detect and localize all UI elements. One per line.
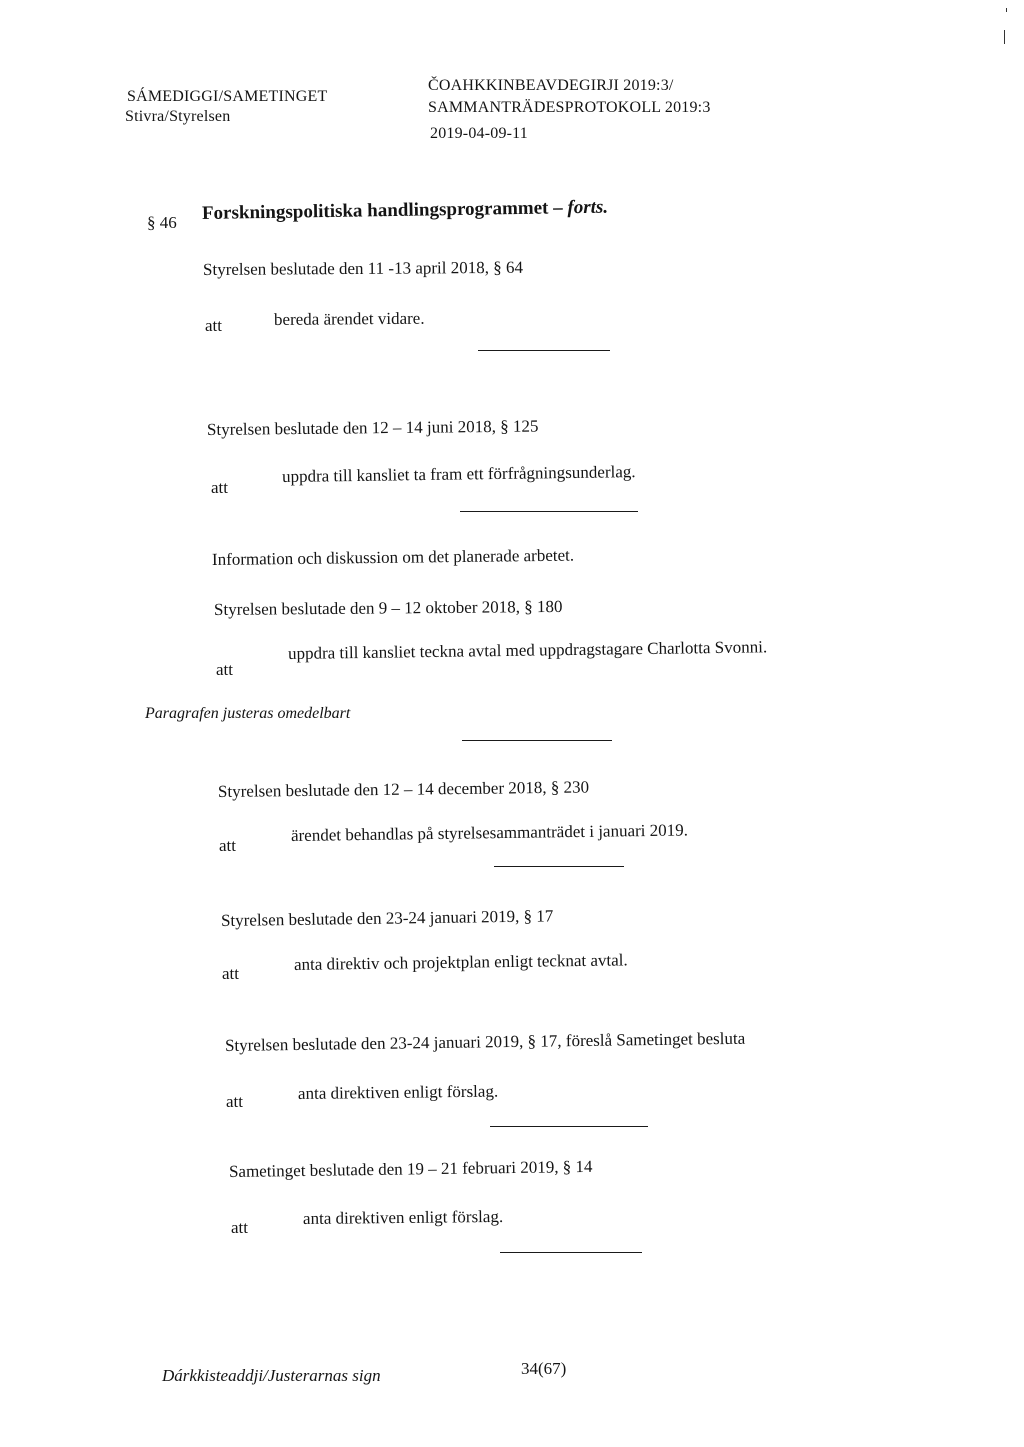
- section-title: [202, 197, 608, 225]
- signature-label: Dárkkisteaddji/Justerarnas sign: [162, 1366, 381, 1385]
- decision-text: uppdra till kansliet ta fram ett förfrågningsunderlag.: [281, 462, 636, 486]
- org-name: SÁMEDIGGI/SAMETINGET: [127, 88, 328, 105]
- decision-line: Styrelsen beslutade den 11 -13 april 2018, § 64: [202, 257, 524, 279]
- org-unit: Stivra/Styrelsen: [125, 108, 231, 125]
- separator-line: [460, 511, 638, 512]
- att-label: att: [226, 1092, 243, 1111]
- att-label: att: [222, 964, 239, 983]
- protocol-date: 2019-04-09-11: [430, 125, 528, 142]
- att-label: att: [205, 316, 222, 335]
- decision-line: Styrelsen beslutade den 23-24 januari 2019, § 17, föreslå Sametinget besluta: [224, 1028, 746, 1055]
- att-label: att: [219, 836, 236, 855]
- separator-line: [478, 350, 610, 351]
- separator-line: [490, 1126, 648, 1127]
- page-number: 34(67): [521, 1359, 567, 1378]
- decision-text: bereda ärendet vidare.: [273, 308, 425, 329]
- separator-line: [500, 1252, 642, 1253]
- decision-line: Styrelsen beslutade den 12 – 14 juni 2018, § 125: [206, 416, 539, 439]
- decision-line: Sametinget beslutade den 19 – 21 februari 2019, § 14: [228, 1156, 593, 1181]
- scan-mark: [1006, 8, 1007, 12]
- decision-text: ärendet behandlas på styrelsesammanträdet i januari 2019.: [290, 820, 689, 845]
- att-label: att: [211, 478, 228, 497]
- separator-line: [494, 866, 624, 867]
- att-label: att: [216, 660, 233, 679]
- section-title-main: Forskningspolitiska handlingsprogrammet –: [201, 197, 568, 224]
- scan-mark: [1004, 30, 1005, 44]
- decision-text: uppdra till kansliet teckna avtal med uppdragstagare Charlotta Svonni.: [287, 637, 768, 663]
- att-label: att: [231, 1218, 248, 1237]
- section-title-forts: forts.: [567, 196, 609, 219]
- decision-line: Styrelsen beslutade den 12 – 14 december 2018, § 230: [217, 777, 590, 801]
- protocol-number-swedish: SAMMANTRÄDESPROTOKOLL 2019:3: [428, 99, 711, 116]
- decision-line: Styrelsen beslutade den 23-24 januari 2019, § 17: [220, 906, 554, 930]
- paragraph-note: Paragrafen justeras omedelbart: [145, 705, 351, 722]
- decision-line: Styrelsen beslutade den 9 – 12 oktober 2018, § 180: [213, 596, 563, 619]
- section-number: § 46: [147, 213, 177, 232]
- information-line: Information och diskussion om det planerade arbetet.: [211, 545, 575, 569]
- protocol-number-sami: ČOAHKKINBEAVDEGIRJI 2019:3/: [428, 77, 674, 94]
- decision-text: anta direktiven enligt förslag.: [302, 1206, 504, 1228]
- separator-line: [462, 740, 612, 741]
- decision-text: anta direktiven enligt förslag.: [297, 1081, 499, 1103]
- decision-text: anta direktiv och projektplan enligt tecknat avtal.: [293, 950, 628, 974]
